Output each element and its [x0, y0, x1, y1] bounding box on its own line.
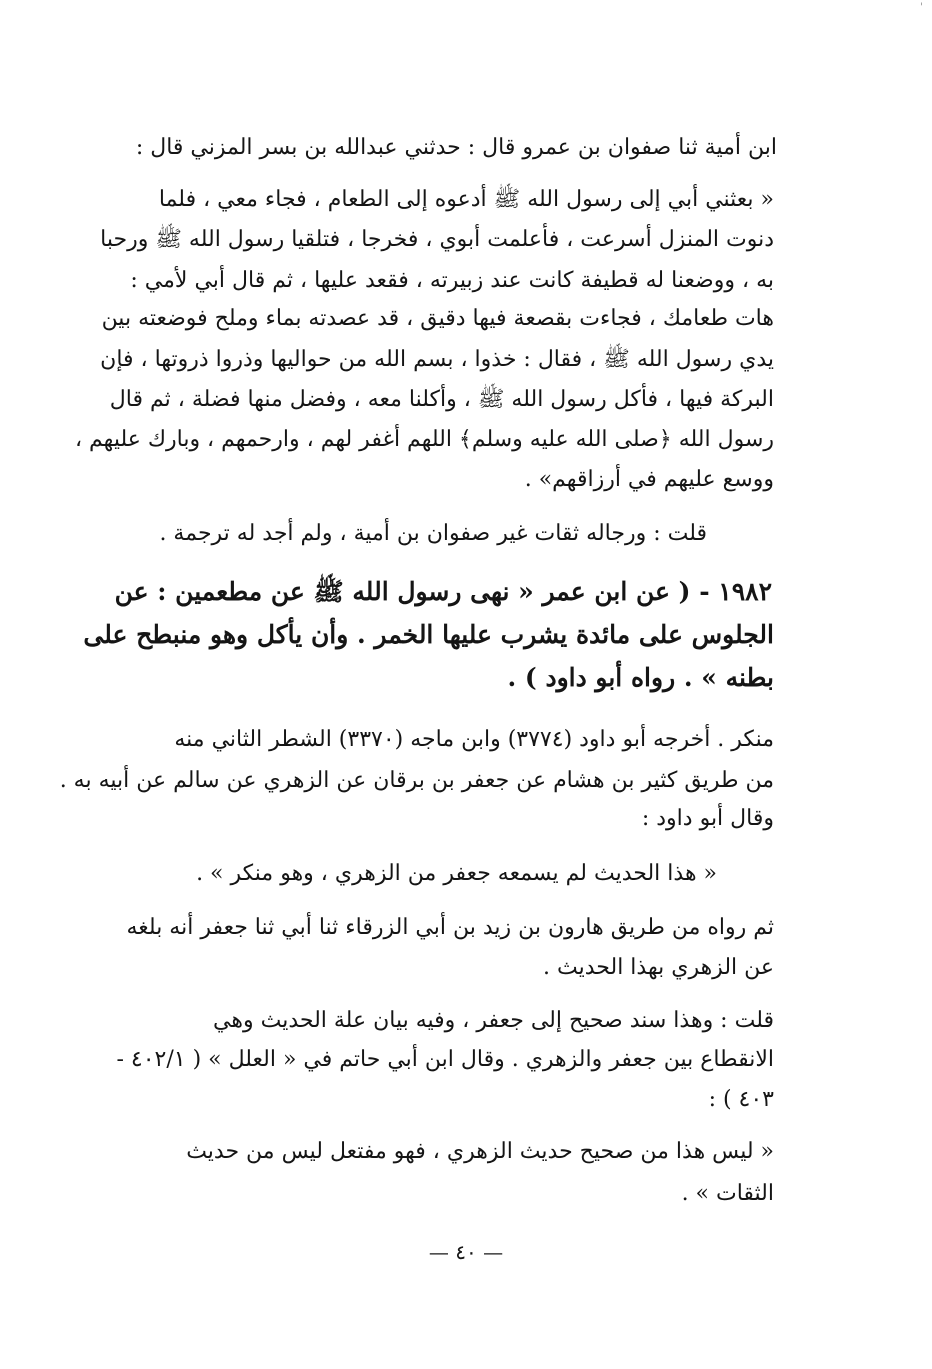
text-line: « هذا الحديث لم يسمعه جعفر من الزهري ، وهو منكر » .	[196, 861, 717, 886]
scan-corner-mark: '	[920, 2, 923, 13]
text-line: من طريق كثير بن هشام عن جعفر بن برقان عن الزهري عن سالم عن أبيه به .	[59, 768, 774, 793]
text-line: دنوت المنزل أسرعت ، فأعلمت أبوي ، فخرجا ، فتلقيا رسول الله ﷺ ورحبا	[100, 227, 774, 252]
text-line: رسول الله ﴿صلى الله عليه وسلم﴾ اللهم أغفر لهم ، وارحمهم ، وبارك عليهم ،	[74, 427, 774, 452]
text-line: الانقطاع بين جعفر والزهري . وقال ابن أبي حاتم في « العلل » ( ٤٠٢/١ -	[116, 1047, 774, 1072]
page-number: — ٤٠ —	[428, 1240, 504, 1264]
text-line: به ، ووضعنا له قطيفة كانت عند زبيرته ، فقعد عليها ، ثم قال أبي لأمي :	[130, 268, 774, 293]
hadith-heading-line: بطنه » . رواه أبو داود ) .	[507, 663, 774, 692]
text-line: الثقات » .	[681, 1181, 774, 1206]
hadith-heading-line: ١٩٨٢ - ( عن ابن عمر « نهى رسول الله ﷺ عن مطعمين : عن	[114, 577, 772, 606]
text-line: يدي رسول الله ﷺ ، فقال : خذوا ، بسم الله من حواليها وذروا ذروتها ، فإن	[100, 347, 774, 372]
hadith-heading-line: الجلوس على مائدة يشرب عليها الخمر . وأن يأكل وهو منبطح على	[83, 620, 774, 649]
text-line: عن الزهري بهذا الحديث .	[543, 955, 774, 980]
text-line: قلت : وهذا سند صحيح إلى جعفر ، وفيه بيان علة الحديث وهي	[213, 1008, 774, 1033]
text-line: قلت : ورجاله ثقات غير صفوان بن أمية ، ولم أجد له ترجمة .	[159, 521, 707, 546]
text-line: ثم رواه من طريق هارون بن زيد بن أبي الزرقاء ثنا أبي ثنا جعفر أنه بلغه	[126, 915, 774, 940]
text-line: هات طعامك ، فجاءت بقصعة فيها دقيق ، قد عصدته بماء وملح فوضعته بين	[101, 306, 774, 331]
text-line: منكر . أخرجه أبو داود (٣٧٧٤) وابن ماجه (٣٣٧٠) الشطر الثاني منه	[174, 727, 774, 752]
text-line: ابن أمية ثنا صفوان بن عمرو قال : حدثني عبدالله بن بسر المزني قال :	[135, 135, 777, 160]
text-line: ٤٠٣ ) :	[708, 1087, 774, 1112]
text-line: ووسع عليهم في أرزاقهم» .	[524, 467, 774, 492]
text-line: « ليس هذا من صحيح حديث الزهري ، فهو مفتعل ليس من حديث	[186, 1139, 774, 1164]
text-line: « بعثني أبي إلى رسول الله ﷺ أدعوه إلى الطعام ، فجاء معي ، فلما	[158, 187, 774, 212]
text-line: وقال أبو داود :	[641, 806, 774, 831]
text-line: البركة فيها ، فأكل رسول الله ﷺ ، وأكلنا معه ، وفضل منها فضلة ، ثم قال	[109, 387, 774, 412]
